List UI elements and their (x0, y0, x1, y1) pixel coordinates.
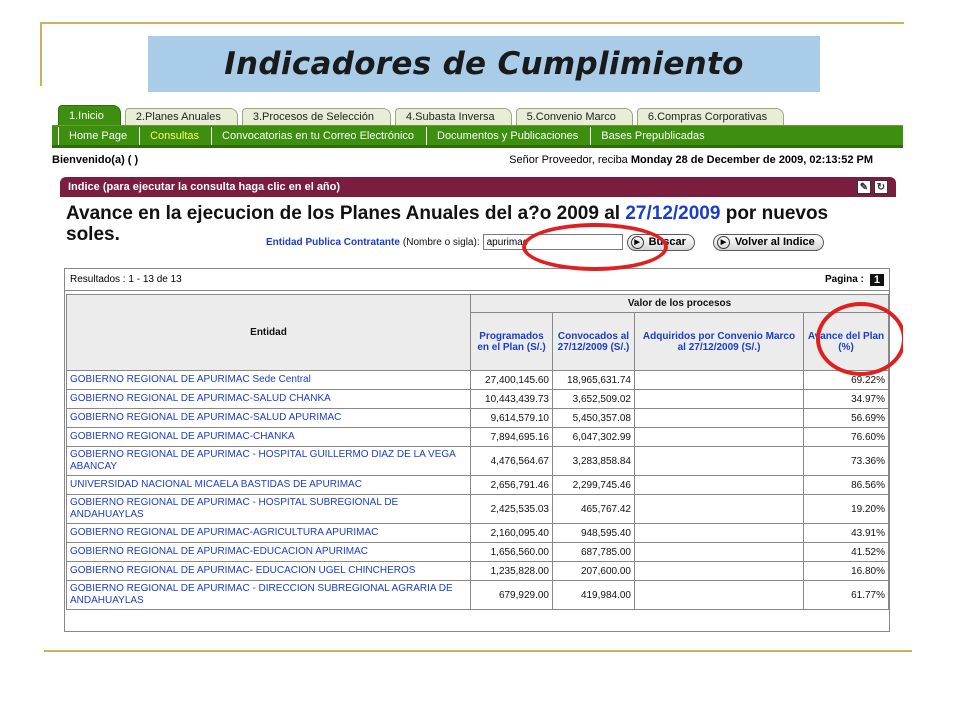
programados-cell: 679,929.00 (471, 581, 553, 610)
edit-icon[interactable]: ✎ (857, 180, 871, 194)
avance-cell: 73.36% (804, 447, 889, 476)
avance-cell: 86.56% (804, 476, 889, 495)
adquiridos-cell (635, 447, 804, 476)
adquiridos-cell (635, 428, 804, 447)
col-group-header: Valor de los procesos (471, 295, 889, 313)
decorative-bottom-line (44, 650, 912, 652)
programados-cell: 1,235,828.00 (471, 562, 553, 581)
slide-title-band (148, 36, 820, 92)
avance-cell: 16.80% (804, 562, 889, 581)
page-label: Pagina : (824, 274, 864, 285)
welcome-user: Bienvenido(a) ( ) (52, 154, 139, 166)
sub-tab-bar (52, 126, 903, 148)
col-programados-header[interactable]: Programados en el Plan (S/.) (471, 313, 553, 371)
index-bar-label: Indice (para ejecutar la consulta haga clic en el año) (68, 181, 341, 193)
pagination (825, 274, 884, 286)
avance-cell: 34.97% (804, 390, 889, 409)
adquiridos-cell (635, 543, 804, 562)
subtab-consultas[interactable]: Consultas (139, 127, 209, 145)
adquiridos-cell (635, 581, 804, 610)
programados-cell: 1,656,560.00 (471, 543, 553, 562)
convocados-cell: 2,299,745.46 (553, 476, 635, 495)
adquiridos-cell (635, 524, 804, 543)
programados-cell: 7,894,695.16 (471, 428, 553, 447)
programados-cell: 2,656,791.46 (471, 476, 553, 495)
table-row (67, 476, 889, 495)
adquiridos-cell (635, 409, 804, 428)
avance-cell: 19.20% (804, 495, 889, 524)
results-summary: Resultados : 1 - 13 de 13 (70, 274, 182, 285)
col-avance-header[interactable]: Avance del Plan (%) (804, 313, 889, 371)
page-number[interactable]: 1 (870, 274, 884, 286)
adquiridos-cell (635, 371, 804, 390)
tab-procesos-seleccion[interactable]: 3.Procesos de Selección (242, 108, 391, 125)
convocados-cell: 948,595.40 (553, 524, 635, 543)
tab-compras-corporativas[interactable]: 6.Compras Corporativas (637, 108, 784, 125)
top-tab-bar (52, 104, 903, 126)
convocados-cell: 419,984.00 (553, 581, 635, 610)
tab-convenio-marco[interactable]: 5.Convenio Marco (516, 108, 633, 125)
avance-cell: 41.52% (804, 543, 889, 562)
welcome-date: Monday 28 de December de 2009, 02:13:52 PM (630, 154, 873, 166)
programados-cell: 27,400,145.60 (471, 371, 553, 390)
heading-date: 27/12/2009 (625, 203, 721, 224)
avance-cell: 76.60% (804, 428, 889, 447)
programados-cell: 4,476,564.67 (471, 447, 553, 476)
search-hint: (Nombre o sigla): (402, 236, 480, 248)
convocados-cell: 207,600.00 (553, 562, 635, 581)
programados-cell: 2,425,535.03 (471, 495, 553, 524)
results-panel (64, 268, 890, 632)
table-row (67, 390, 889, 409)
subtab-documentos-publicaciones[interactable]: Documentos y Publicaciones (426, 127, 588, 145)
tab-subasta-inversa[interactable]: 4.Subasta Inversa (395, 108, 512, 125)
index-bar-icons (857, 180, 888, 194)
subtab-home-page[interactable]: Home Page (58, 127, 137, 145)
entidad-link[interactable]: Entidad Publica Contratante (266, 236, 400, 248)
entidad-cell[interactable]: GOBIERNO REGIONAL DE APURIMAC - HOSPITAL SUBREGIONAL DE ANDAHUAYLAS (67, 495, 471, 524)
avance-cell: 56.69% (804, 409, 889, 428)
programados-cell: 2,160,095.40 (471, 524, 553, 543)
heading-text-before: Avance en la ejecucion de los Planes Anuales del a?o 2009 al (66, 203, 621, 224)
subtab-bases-prepublicadas[interactable]: Bases Prepublicadas (590, 127, 714, 145)
tab-inicio[interactable]: 1.Inicio (58, 105, 121, 125)
refresh-icon[interactable]: ↻ (874, 180, 888, 194)
entidad-cell[interactable]: GOBIERNO REGIONAL DE APURIMAC-AGRICULTURA APURIMAC (67, 524, 471, 543)
col-entidad-header: Entidad (67, 295, 471, 371)
volver-indice-button[interactable] (713, 234, 824, 251)
browser-screenshot (52, 104, 903, 632)
table-row (67, 581, 889, 610)
buscar-label: Buscar (648, 236, 686, 248)
entidad-cell[interactable]: GOBIERNO REGIONAL DE APURIMAC - DIRECCION SUBREGIONAL AGRARIA DE ANDAHUAYLAS (67, 581, 471, 610)
welcome-prefix: Señor Proveedor, reciba (509, 154, 628, 166)
index-bar (60, 177, 896, 197)
volver-label: Volver al Indice (734, 236, 815, 248)
slide-title: Indicadores de Cumplimiento (224, 46, 744, 82)
col-convocados-header[interactable]: Convocados al 27/12/2009 (S/.) (553, 313, 635, 371)
adquiridos-cell (635, 562, 804, 581)
highlight-circle-avance (816, 302, 903, 376)
table-row (67, 428, 889, 447)
subtab-convocatorias-correo[interactable]: Convocatorias en tu Correo Electrónico (211, 127, 424, 145)
avance-cell: 69.22% (804, 371, 889, 390)
convocados-cell: 687,785.00 (553, 543, 635, 562)
table-row (67, 447, 889, 476)
entidad-cell[interactable]: GOBIERNO REGIONAL DE APURIMAC Sede Central (67, 371, 471, 390)
table-row (67, 543, 889, 562)
entidad-cell[interactable]: GOBIERNO REGIONAL DE APURIMAC-EDUCACION APURIMAC (67, 543, 471, 562)
programados-cell: 9,614,579.10 (471, 409, 553, 428)
entidad-cell[interactable]: GOBIERNO REGIONAL DE APURIMAC- EDUCACION UGEL CHINCHEROS (67, 562, 471, 581)
entidad-cell[interactable]: GOBIERNO REGIONAL DE APURIMAC-SALUD CHANKA (67, 390, 471, 409)
programados-cell: 10,443,439.73 (471, 390, 553, 409)
entidad-cell[interactable]: GOBIERNO REGIONAL DE APURIMAC - HOSPITAL GUILLERMO DIAZ DE LA VEGA ABANCAY (67, 447, 471, 476)
col-adquiridos-header[interactable]: Adquiridos por Convenio Marco al 27/12/2009 (S/.) (635, 313, 804, 371)
convocados-cell: 6,047,302.99 (553, 428, 635, 447)
convocados-cell: 465,767.42 (553, 495, 635, 524)
table-row (67, 371, 889, 390)
table-row (67, 409, 889, 428)
play-icon: ▶ (717, 236, 730, 249)
entidad-cell[interactable]: UNIVERSIDAD NACIONAL MICAELA BASTIDAS DE APURIMAC (67, 476, 471, 495)
avance-cell: 43.91% (804, 524, 889, 543)
adquiridos-cell (635, 476, 804, 495)
table-row (67, 562, 889, 581)
convocados-cell: 18,965,631.74 (553, 371, 635, 390)
decorative-top-line (40, 22, 904, 24)
results-header (65, 269, 889, 291)
convocados-cell: 3,652,509.02 (553, 390, 635, 409)
adquiridos-cell (635, 390, 804, 409)
play-icon: ▶ (631, 236, 644, 249)
entidad-cell[interactable]: GOBIERNO REGIONAL DE APURIMAC-SALUD APURIMAC (67, 409, 471, 428)
decorative-left-line (40, 22, 42, 86)
tab-planes-anuales[interactable]: 2.Planes Anuales (125, 108, 238, 125)
welcome-bar (52, 154, 903, 168)
table-row (67, 495, 889, 524)
convocados-cell: 3,283,858.84 (553, 447, 635, 476)
highlight-circle-search (522, 223, 668, 271)
welcome-date-line (509, 154, 873, 168)
convocados-cell: 5,450,357.08 (553, 409, 635, 428)
adquiridos-cell (635, 495, 804, 524)
table-row (67, 524, 889, 543)
avance-cell: 61.77% (804, 581, 889, 610)
results-table-body (67, 371, 889, 610)
results-table (66, 294, 889, 610)
heading-text-after: por nuevos soles. (66, 203, 829, 245)
entidad-cell[interactable]: GOBIERNO REGIONAL DE APURIMAC-CHANKA (67, 428, 471, 447)
